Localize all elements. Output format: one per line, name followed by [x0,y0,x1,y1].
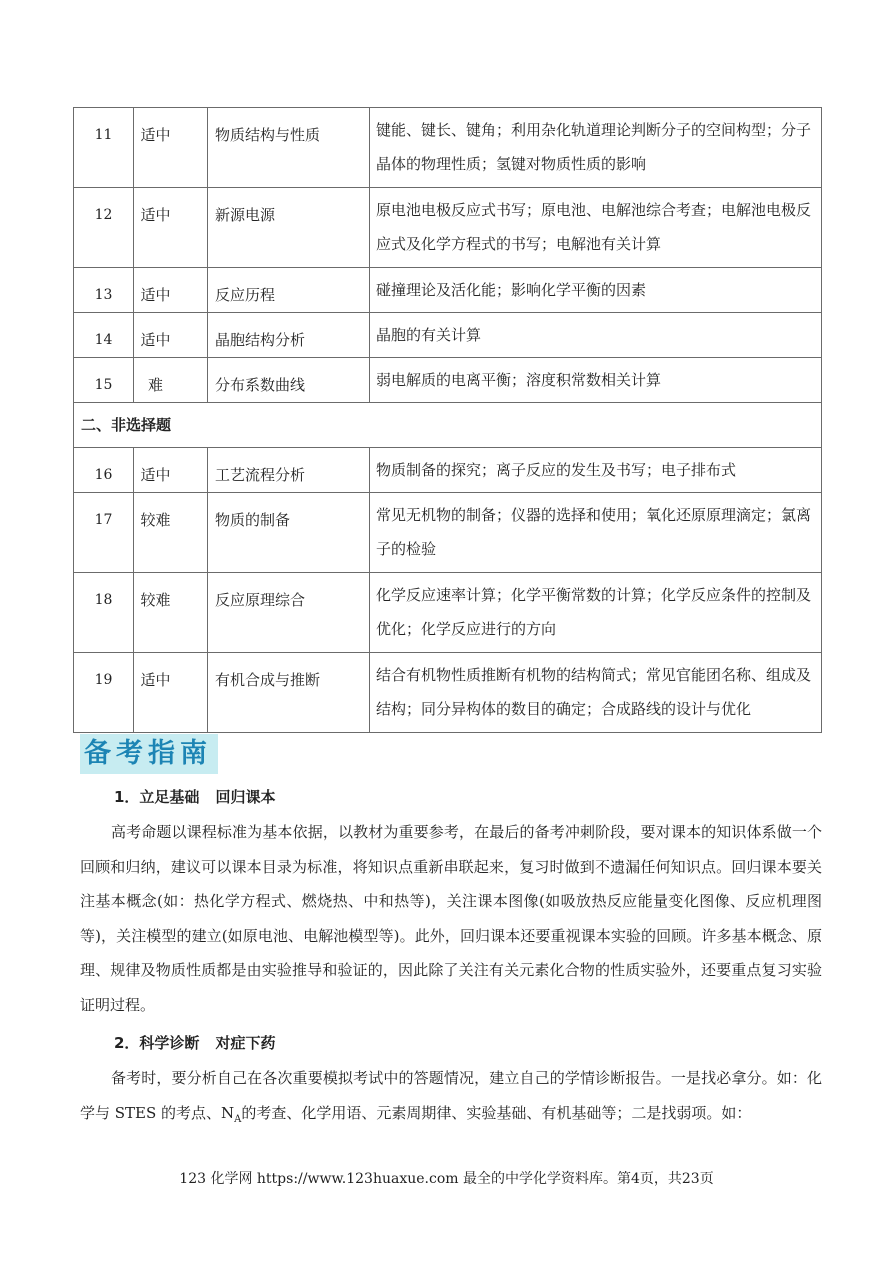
difficulty: 较难 [134,573,208,653]
topic: 物质的制备 [208,493,370,573]
knowledge-points: 键能、键长、键角；利用杂化轨道理论判断分子的空间构型；分子晶体的物理性质；氢键对物质性质的影响 [370,108,822,188]
table-section-row [74,403,822,448]
section-label: 二、非选择题 [74,403,822,448]
section-1-title: 回归课本 [215,788,276,806]
question-number: 19 [74,653,134,733]
knowledge-points: 物质制备的探究；离子反应的发生及书写；电子排布式 [370,448,822,493]
section-2-number: 2．科学诊断 [114,1034,200,1052]
exam-analysis-table [73,107,822,733]
question-number: 14 [74,313,134,358]
difficulty: 适中 [134,448,208,493]
table-row [74,573,822,653]
knowledge-points: 碰撞理论及活化能；影响化学平衡的因素 [370,268,822,313]
topic: 反应历程 [208,268,370,313]
topic: 晶胞结构分析 [208,313,370,358]
paragraph-2-part-a: 备考时，要分析自己在各次重要模拟考试中的答题情况，建立自己的学情诊断报告。一是找必拿分。如：化学与 STES 的考点、N [80,1069,822,1122]
difficulty: 适中 [134,313,208,358]
paragraph-2-subscript: A [234,1113,242,1125]
table-row [74,313,822,358]
table-row [74,188,822,268]
question-number: 12 [74,188,134,268]
section-1-number: 1．立足基础 [114,788,200,806]
knowledge-points: 弱电解质的电离平衡；溶度积常数相关计算 [370,358,822,403]
question-number: 17 [74,493,134,573]
topic: 反应原理综合 [208,573,370,653]
table-row [74,108,822,188]
question-number: 16 [74,448,134,493]
difficulty: 适中 [134,653,208,733]
section-1-heading [114,786,275,807]
page-footer: 123 化学网 https://www.123huaxue.com 最全的中学化学资料库。第4页，共23页 [179,1171,714,1187]
knowledge-points: 结合有机物性质推断有机物的结构简式；常见官能团名称、组成及结构；同分异构体的数目的确定；合成路线的设计与优化 [370,653,822,733]
difficulty: 适中 [134,268,208,313]
table-row [74,493,822,573]
difficulty: 适中 [134,108,208,188]
paragraph-1: 高考命题以课程标准为基本依据，以教材为重要参考，在最后的备考冲刺阶段，要对课本的知识体系做一个回顾和归纳，建议可以课本目录为标准，将知识点重新串联起来，复习时做到不遗漏任何知识点。回归课本要关注基本概念(如：热化学方程式、燃烧热、中和热等)，关注课本图像(如吸放热反应能量变化图像、反应机理图等)，关注模型的建立(如原电池、电解池模型等)。此外，回归课本还要重视课本实验的回顾。许多基本概念、原理、规律及物质性质都是由实验推导和验证的，因此除了关注有关元素化合物的性质实验外，还要重点复习实验证明过程。 [80,823,822,1014]
knowledge-points: 晶胞的有关计算 [370,313,822,358]
knowledge-points: 常见无机物的制备；仪器的选择和使用；氧化还原原理滴定；氯离子的检验 [370,493,822,573]
guide-heading: 备考指南 [80,734,218,774]
topic: 分布系数曲线 [208,358,370,403]
section-2-title: 对症下药 [215,1034,276,1052]
paragraph-2-part-b: 的考查、化学用语、元素周期律、实验基础、有机基础等；二是找弱项。如： [241,1103,752,1122]
difficulty: 难 [134,358,208,403]
knowledge-points: 化学反应速率计算；化学平衡常数的计算；化学反应条件的控制及优化；化学反应进行的方向 [370,573,822,653]
table-row [74,448,822,493]
section-2-heading [114,1032,275,1053]
table-row [74,653,822,733]
difficulty: 较难 [134,493,208,573]
topic: 物质结构与性质 [208,108,370,188]
topic: 工艺流程分析 [208,448,370,493]
question-number: 11 [74,108,134,188]
topic: 有机合成与推断 [208,653,370,733]
table-row [74,358,822,403]
table-row [74,268,822,313]
paragraph-2 [80,1061,822,1137]
question-number: 18 [74,573,134,653]
question-number: 15 [74,358,134,403]
difficulty: 适中 [134,188,208,268]
question-number: 13 [74,268,134,313]
topic: 新源电源 [208,188,370,268]
knowledge-points: 原电池电极反应式书写；原电池、电解池综合考查；电解池电极反应式及化学方程式的书写；电解池有关计算 [370,188,822,268]
